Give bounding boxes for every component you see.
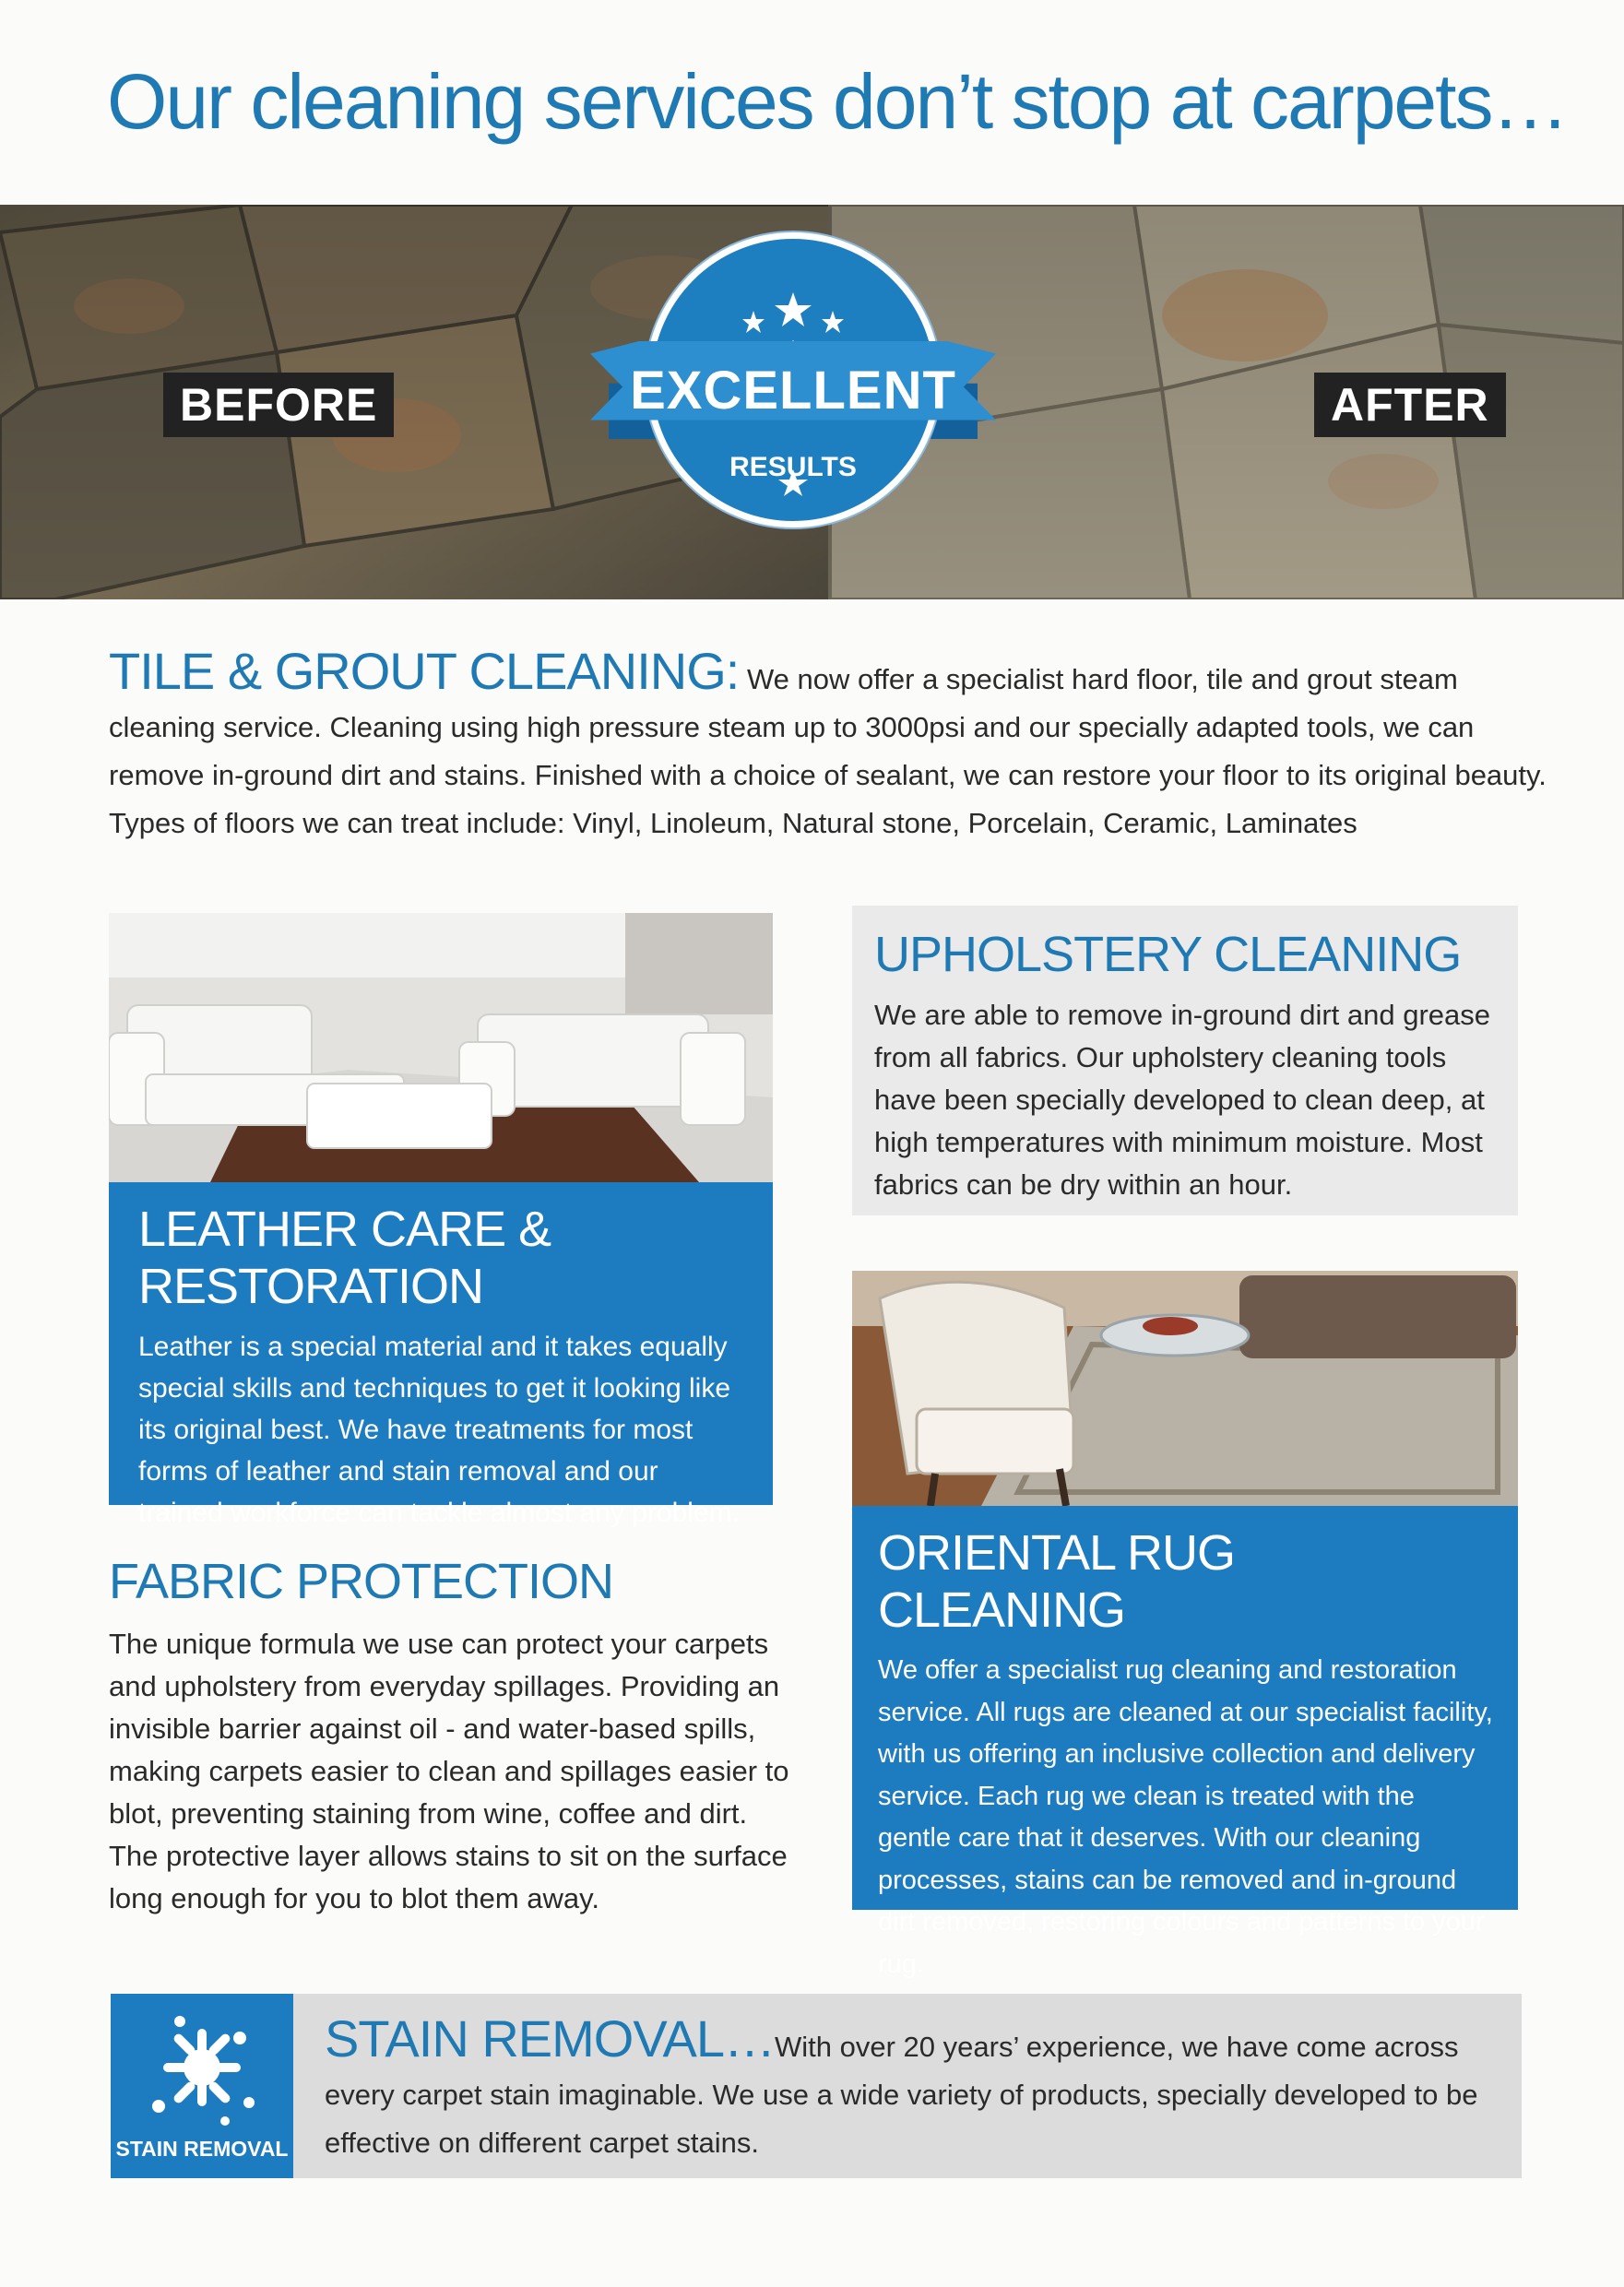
page-title: Our cleaning services don’t stop at carpets… xyxy=(107,58,1568,145)
star-icon xyxy=(742,311,765,333)
tile-grout-text: We now offer a specialist hard floor, tile and grout steam cleaning service. Cleaning using high pressure steam up to 3000psi and our specially adapted tools, we can remove in-ground dirt and stains. Finished with a choice of sealant, we can restore your floor to its original beauty. Types of floors we can treat include: Vinyl, Linoleum, Natural stone, Porcelain, Ceramic, Laminates xyxy=(109,663,1547,839)
oriental-rug-panel xyxy=(852,1506,1518,1979)
after-label: AFTER xyxy=(1314,373,1506,437)
star-icon xyxy=(775,292,812,326)
fabric-protection-section xyxy=(109,1553,791,1920)
upholstery-text: We are able to remove in-ground dirt and grease from all fabrics. Our upholstery cleaning tools have been specially developed to clean deep, at high temperatures with minimum moisture. Most fabrics can be dry within an hour. xyxy=(874,999,1491,1201)
oriental-heading: ORIENTAL RUG CLEANING xyxy=(878,1525,1236,1638)
tile-grout-section xyxy=(109,642,1547,850)
upholstery-heading: UPHOLSTERY CLEANING xyxy=(874,927,1462,982)
fabric-heading: FABRIC PROTECTION xyxy=(109,1554,614,1609)
oriental-text: We offer a specialist rug cleaning and restoration service. All rugs are cleaned at our specialist facility, with us offering an inclusive collection and delivery service. Each rug we clean is treated with the gentle care that it deserves. With our cleaning processes, stains can be removed and in-ground dirt removed, restoring colours and patterns to your rug. xyxy=(878,1655,1493,1979)
stain-removal-text-block xyxy=(325,2009,1505,2170)
before-label: BEFORE xyxy=(163,373,394,437)
splash-icon xyxy=(111,2003,293,2132)
leather-sofa-photo xyxy=(109,913,773,1182)
badge-sub-text: RESULTS xyxy=(729,452,857,482)
stain-removal-strip xyxy=(111,1994,1522,2178)
leather-care-panel xyxy=(109,1182,773,1528)
tile-grout-heading: TILE & GROUT CLEANING: xyxy=(109,642,740,700)
badge-main-text: EXCELLENT xyxy=(630,361,956,421)
stain-removal-icon-label: STAIN REMOVAL xyxy=(115,2137,289,2161)
stain-removal-icon-box xyxy=(111,1994,293,2178)
leather-heading: LEATHER CARE & RESTORATION xyxy=(138,1202,551,1314)
upholstery-panel xyxy=(852,906,1518,1215)
before-after-hero-image xyxy=(0,205,1624,599)
star-icon xyxy=(822,311,844,333)
stain-heading: STAIN REMOVAL… xyxy=(325,2009,776,2068)
fabric-text: The unique formula we use can protect your carpets and upholstery from everyday spillages. Providing an invisible barrier against oil - and water-based spills, making carpets easier to clean and spillages easier to blot, preventing staining from wine, coffee and dirt. The protective layer allows stains to sit on the surface long enough for you to blot them away. xyxy=(109,1628,789,1914)
oriental-rug-photo xyxy=(852,1271,1518,1506)
leather-text: Leather is a special material and it takes equally special skills and techniques to get it looking like its original best. We have treatments for most forms of leather and stain removal and our trained workforce can tackle almost any problem. xyxy=(138,1332,740,1528)
stain-text: With over 20 years’ experience, we have come across every carpet stain imaginable. We use a wide variety of products, specially developed to be effective on different carpet stains. xyxy=(325,2031,1478,2159)
